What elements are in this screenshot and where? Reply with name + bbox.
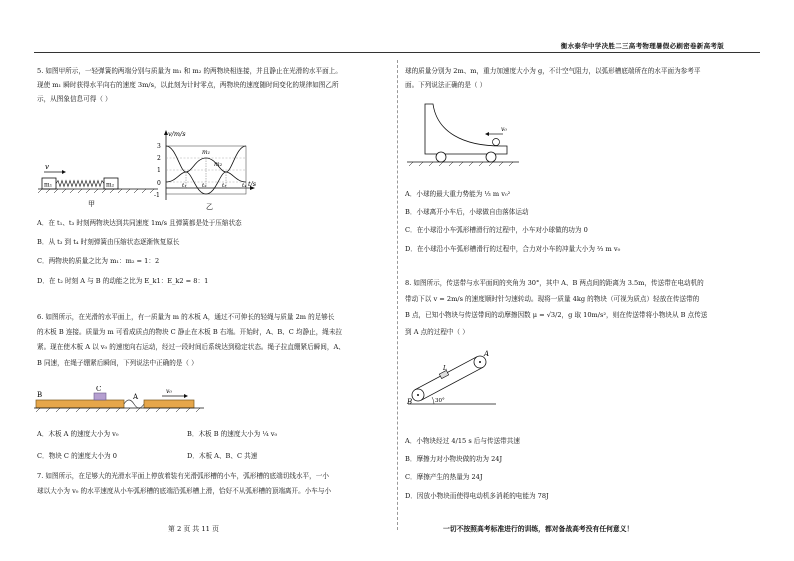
q8-stem-line: 到 A 点的过程中（ ） (405, 327, 469, 336)
axis-t-label: t/s (248, 180, 257, 188)
page-number: 第 2 页 共 11 页 (168, 525, 219, 533)
q7-stem (37, 471, 331, 496)
spring (56, 181, 104, 187)
header-divider (34, 52, 760, 53)
column-divider (397, 60, 398, 530)
q5-option: A．在 t₁、t₃ 时刻两物块达到共同速度 1m/s 且弹簧都是处于压缩状态 (37, 219, 242, 227)
ttick-label: t₂ (202, 183, 207, 189)
block-C (94, 393, 106, 400)
board-B (36, 400, 124, 408)
q6-stem-line: 6. 如图所示，在光滑的水平面上，有一质量为 m 的木板 A，通过不可伸长的轻绳与质量 2m 的足够长 (37, 313, 335, 321)
q8-stem-line: 带动下以 v = 2m/s 的速度顺时针匀速转动。现将一质量 4kg 的物块（可视为质点）轻放在传送带的 (405, 295, 700, 304)
block-C-label: C (96, 386, 102, 393)
q7-figure (403, 100, 523, 170)
axis-v-label: v/m/s (168, 130, 186, 138)
curve-m1-label: m₁ (202, 149, 211, 156)
board-B-label: B (37, 391, 43, 399)
slack-rope (124, 400, 144, 408)
q8-option: B．摩擦力对小物块做的功为 24J (405, 455, 503, 464)
q7-stem-line: 球的质量分别为 2m、m，重力加速度大小为 g，不计空气阻力，以弧形槽底端所在的水平面为参考平 (405, 67, 701, 75)
q7-option: B．小球离开小车后，小球做自由落体运动 (405, 208, 529, 217)
ttick-label: t₄ (242, 183, 247, 189)
q7-stem-line: 7. 如图所示，在足够大的光滑水平面上停放着装有光滑弧形槽的小车，弧形槽的底端切线水平，一小 (37, 472, 329, 480)
point-A-label: A (484, 350, 490, 358)
ytick-label: 3 (157, 143, 161, 150)
q5-option: C．两物块的质量之比为 m₁：m₂ = 1：2 (37, 257, 160, 266)
q5-options (37, 218, 242, 286)
q5-stem-line: 现使 m₁ 瞬时获得水平向右的速度 3m/s，以此刻为计时零点，两物块的速度随时间变化的规律如图乙所 (37, 81, 339, 90)
cart-with-groove (425, 104, 507, 154)
cart-wheel (436, 152, 446, 162)
q5-stem (37, 66, 342, 105)
q7-stem-right (405, 66, 700, 90)
q5-stem-line: 5. 如图甲所示，一轻弹簧的两端分别与质量为 m₁ 和 m₂ 的两物块相连接，并且静止在光滑的水平面上。 (37, 67, 342, 75)
v0-label: v₀ (501, 126, 507, 133)
q7-stem-line: 面。下列说法正确的是（ ） (405, 81, 487, 90)
ytick-label: 1 (157, 167, 161, 174)
q7-option: A．小球的最大重力势能为 ⅓ m v₀² (405, 190, 511, 198)
ball (493, 139, 500, 146)
q6-stem-line: 的木板 B 连接。质量为 m 可看成质点的物块 C 静止在木板 B 右端。开始时，A、B、C 均静止，绳未拉 (37, 328, 343, 337)
block-m1-label: m₁ (44, 181, 53, 189)
figure-jia-caption: 甲 (88, 200, 95, 208)
length-label: L (443, 365, 447, 372)
q5-option: D．在 t₂ 时刻 A 与 B 的动能之比为 E_k1：E_k2 = 8：1 (37, 276, 209, 285)
ytick-label: 0 (157, 180, 161, 187)
block-m2-label: m₂ (106, 181, 115, 189)
belt-bottom (421, 367, 483, 400)
q6-figure (34, 386, 206, 418)
ytick-label: -1 (154, 192, 160, 199)
board-A-label: A (133, 393, 139, 401)
q7-stem-line: 球以大小为 v₀ 的水平速度从小车弧形槽的底端沿弧形槽上滑，恰好不从弧形槽的顶端离开。小车与小 (37, 487, 332, 496)
q8-option: A．小物块经过 4/15 s 后与传送带共速 (405, 437, 520, 445)
angle-label: 30° (435, 398, 445, 404)
q6-option: C．物块 C 的速度大小为 0 (37, 452, 117, 460)
q8-options (405, 436, 549, 501)
q8-figure (404, 346, 500, 412)
q6-option: D．木板 A、B、C 共速 (187, 452, 258, 460)
q6-stem-line: B 同速，在绳子绷紧后瞬间，下列说法中正确的是（ ） (37, 358, 198, 367)
figure-yi-caption: 乙 (206, 203, 213, 211)
q6-stem (37, 312, 345, 368)
q8-stem-line: B 点，已知小物块与传送带间的动摩擦因数 μ = √3/2，g 取 10m/s²，则在传送带将小物块从 B 点传送 (405, 311, 708, 320)
q8-stem (405, 278, 707, 337)
q8-option: C．摩擦产生的热量为 24J (405, 473, 483, 482)
board-A (144, 400, 194, 408)
q5-stem-line: 示，从图象信息可得（ ） (37, 95, 112, 104)
ytick-label: 2 (157, 155, 161, 162)
footer-slogan: 一切不按照高考标准进行的训练，都对备战高考没有任何意义！ (443, 525, 634, 533)
q5-option: B．从 t₃ 到 t₄ 时刻弹簧由压缩状态逐渐恢复原长 (37, 238, 180, 247)
point-B-label: B (407, 398, 413, 406)
header-title: 衡水泰华中学决胜二三高考物理暑假必刷密卷新高考版 (560, 42, 724, 50)
q8-stem-line: 8. 如图所示，传送带与水平面间的夹角为 30°，其中 A、B 两点间的距离为 3.5m，传送带在电动机的 (405, 279, 704, 287)
velocity-label: v (45, 163, 49, 171)
q6-option: A．木板 A 的速度大小为 v₀ (37, 430, 119, 438)
cart-wheel (486, 152, 496, 162)
ttick-label: t₃ (222, 183, 227, 189)
q5-figure-yi (154, 128, 264, 212)
q6-stem-line: 紧。现在使木板 A 以 v₀ 的速度向右运动，经过一段时间后系统达到稳定状态。绳子拉直绷紧后瞬间，A、 (37, 343, 345, 352)
q7-option: C．在小球沿小车弧形槽滑行的过程中，小车对小球做的功为 0 (405, 226, 588, 235)
q7-options (405, 189, 620, 254)
v0-label: v₀ (166, 388, 172, 395)
ttick-label: t₁ (182, 183, 187, 189)
q5-figure-jia (38, 160, 160, 210)
curve-m2-label: m₂ (214, 161, 223, 168)
q7-option: D．在小球沿小车弧形槽滑行的过程中，合力对小车的冲量大小为 ⅔ m v₀ (405, 244, 621, 253)
q6-option: B．木板 B 的速度大小为 ¼ v₀ (187, 430, 278, 438)
q8-option: D．因放小物块而使得电动机多消耗的电能为 78J (405, 491, 549, 500)
